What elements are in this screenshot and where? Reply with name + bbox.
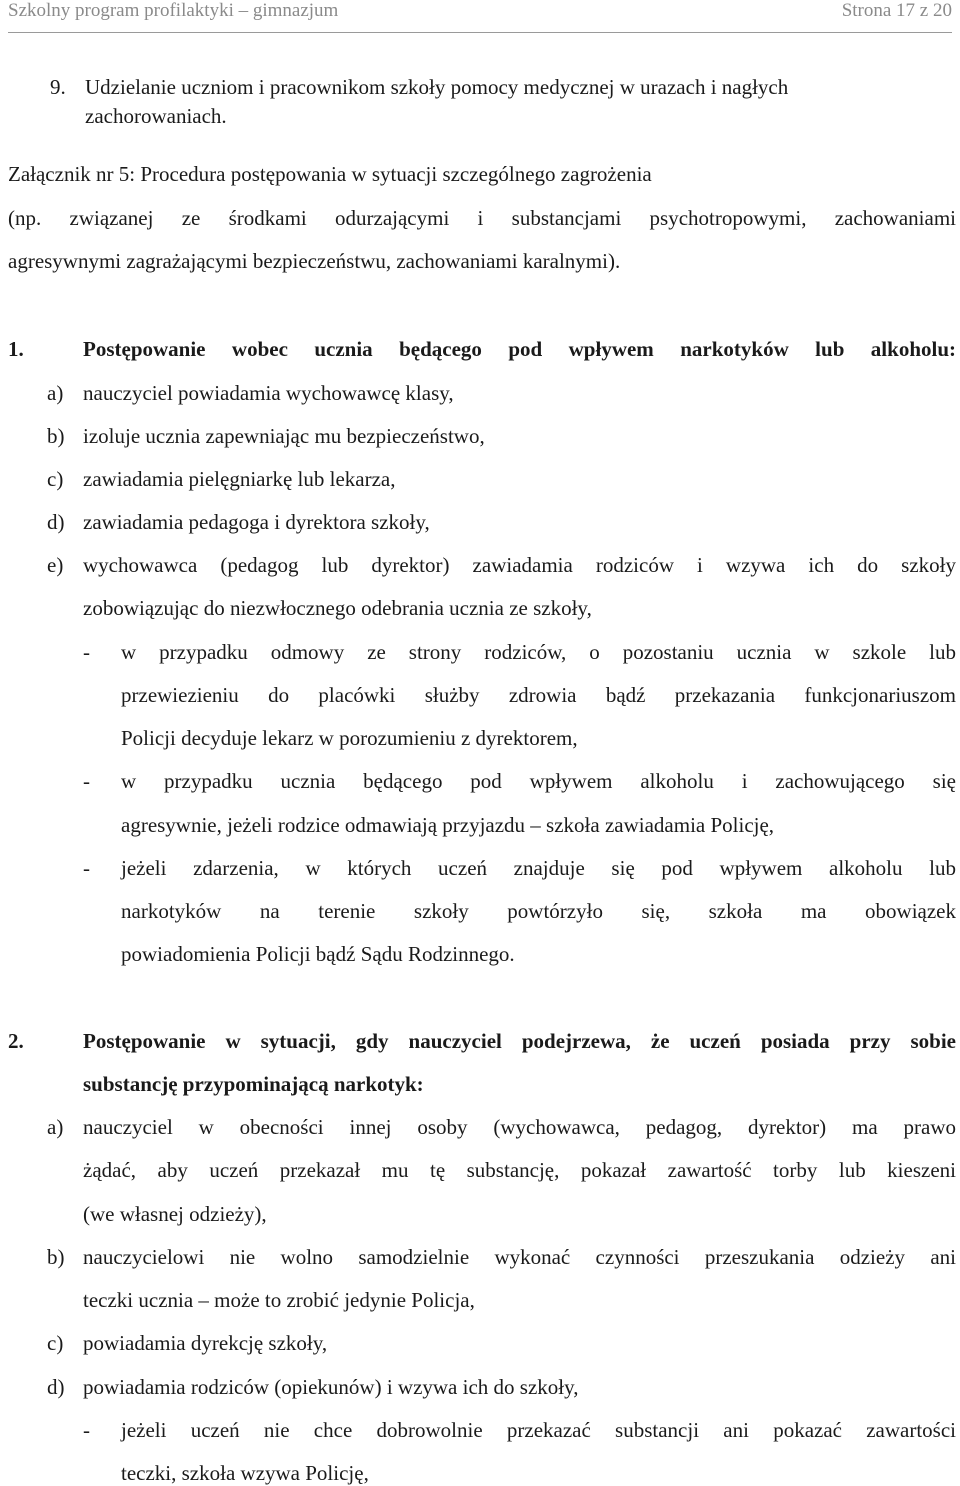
list-item-line: nauczycielowi nie wolno samodzielnie wykonać czynności przeszukania odzieży ani	[83, 1245, 956, 1269]
dash-bullet: -	[83, 769, 90, 793]
dash-bullet: -	[83, 640, 90, 664]
section-2-number: 2.	[8, 1029, 24, 1053]
dash-item-line: w przypadku ucznia będącego pod wpływem alkoholu i zachowującego się	[121, 769, 956, 793]
list-item-label: a)	[47, 1115, 64, 1139]
dash-item-line: Policji decyduje lekarz w porozumieniu z dyrektorem,	[121, 726, 578, 750]
list-item-continuation: zobowiązując do niezwłocznego odebrania ucznia ze szkoły,	[83, 596, 592, 620]
dash-item-line: w przypadku odmowy ze strony rodziców, o pozostaniu ucznia w szkole lub	[121, 640, 956, 664]
list-item-label: c)	[47, 467, 64, 491]
list-item-line: powiadamia dyrekcję szkoły,	[83, 1331, 328, 1355]
list-item-line: (we własnej odzieży),	[83, 1202, 267, 1226]
dash-item-line: powiadomienia Policji bądź Sądu Rodzinnego.	[121, 942, 515, 966]
list-item-line: teczki ucznia – może to zrobić jedynie Policja,	[83, 1288, 475, 1312]
dash-item-line: teczki, szkoła wzywa Policję,	[121, 1461, 369, 1485]
item-9-line1: Udzielanie uczniom i pracownikom szkoły pomocy medycznej w urazach i nagłych	[85, 75, 789, 99]
list-item: zawiadamia pedagoga i dyrektora szkoły,	[83, 510, 430, 534]
dash-item-line: jeżeli uczeń nie chce dobrowolnie przekazać substancji ani pokazać zawartości	[121, 1418, 956, 1442]
item-9-number: 9.	[50, 75, 66, 99]
list-item-label: d)	[47, 510, 65, 534]
section-1-title: Postępowanie wobec ucznia będącego pod wpływem narkotyków lub alkoholu:	[83, 337, 956, 361]
list-item: nauczyciel powiadamia wychowawcę klasy,	[83, 381, 454, 405]
list-item: wychowawca (pedagog lub dyrektor) zawiadamia rodziców i wzywa ich do szkoły	[83, 553, 956, 577]
dash-bullet: -	[83, 856, 90, 880]
list-item-line: żądać, aby uczeń przekazał mu tę substancję, pokazał zawartość torby lub kieszeni	[83, 1158, 956, 1182]
item-9-line2: zachorowaniach.	[85, 104, 227, 128]
dash-item-line: narkotyków na terenie szkoły powtórzyło się, szkoła ma obowiązek	[121, 899, 956, 923]
dash-item-line: agresywnie, jeżeli rodzice odmawiają przyjazdu – szkoła zawiadamia Policję,	[121, 813, 775, 837]
list-item-line: nauczyciel w obecności innej osoby (wychowawca, pedagog, dyrektor) ma prawo	[83, 1115, 956, 1139]
header-page-number: Strona 17 z 20	[841, 0, 952, 21]
dash-bullet: -	[83, 1418, 90, 1442]
section-1-number: 1.	[8, 337, 24, 361]
annex-desc-line1: (np. związanej ze środkami odurzającymi i substancjami psychotropowymi, zachowaniami	[8, 206, 956, 230]
annex-desc-line2: agresywnymi zagrażającymi bezpieczeństwu, zachowaniami karalnymi).	[8, 249, 621, 273]
dash-item-line: przewiezieniu do placówki służby zdrowia bądź przekazania funkcjonariuszom	[121, 683, 956, 707]
list-item: izoluje ucznia zapewniając mu bezpieczeństwo,	[83, 424, 485, 448]
page-header	[8, 0, 952, 33]
list-item-label: a)	[47, 381, 64, 405]
dash-item-line: jeżeli zdarzenia, w których uczeń znajduje się pod wpływem alkoholu lub	[121, 856, 956, 880]
list-item: zawiadamia pielęgniarkę lub lekarza,	[83, 467, 396, 491]
list-item-label: c)	[47, 1331, 64, 1355]
list-item-line: powiadamia rodziców (opiekunów) i wzywa ich do szkoły,	[83, 1375, 579, 1399]
list-item-label: b)	[47, 424, 65, 448]
header-title: Szkolny program profilaktyki – gimnazjum	[8, 0, 339, 21]
annex-title: Załącznik nr 5: Procedura postępowania w sytuacji szczególnego zagrożenia	[8, 162, 652, 186]
list-item-label: d)	[47, 1375, 65, 1399]
section-2-title-line1: Postępowanie w sytuacji, gdy nauczyciel podejrzewa, że uczeń posiada przy sobie	[83, 1029, 956, 1053]
section-2-title-line2: substancję przypominającą narkotyk:	[83, 1072, 424, 1096]
list-item-label: b)	[47, 1245, 65, 1269]
list-item-label: e)	[47, 553, 64, 577]
